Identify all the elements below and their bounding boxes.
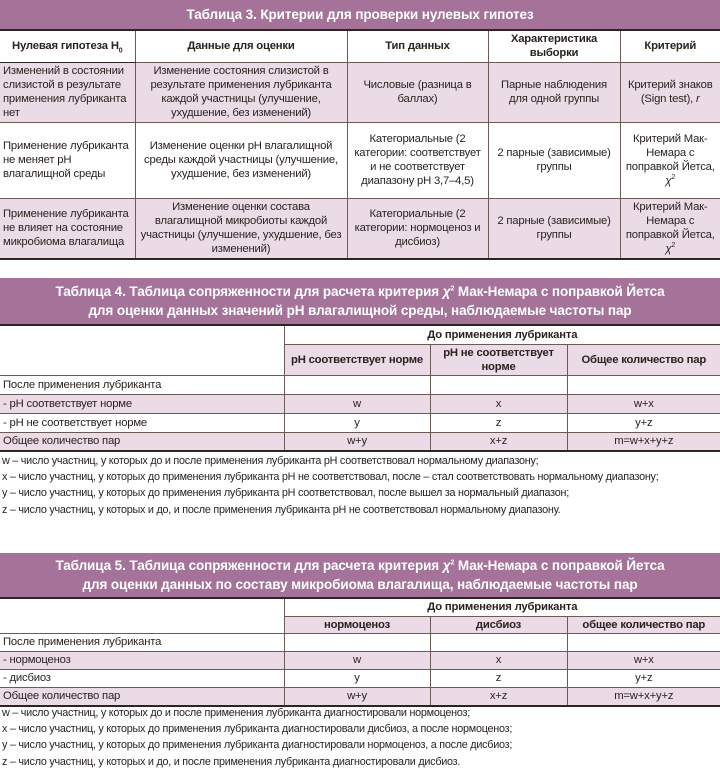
subscript: 0 (118, 47, 123, 55)
value-cell: x+z (430, 687, 567, 706)
superscript: 2 (671, 174, 676, 182)
table-row (0, 669, 720, 687)
table4-title-line2: для оценки данных значений pH влагалищной среды, наблюдаемые частоты пар (88, 303, 632, 318)
note-line: z – число участниц, у которых и до, и после применения лубриканта pH не соответствовал нормальному диапазону. (2, 503, 561, 516)
hypothesis-cell: Применение лубриканта не влияет на состояние микробиома влагалища (0, 198, 135, 259)
hypothesis-cell: Применение лубриканта не меняет pH влагалищной среды (0, 122, 135, 198)
table5 (0, 599, 720, 707)
note-line: y – число участниц, у которых до применения лубриканта диагностировали нормоценоз, а после дисбиоз; (2, 739, 513, 752)
table4-title (0, 278, 720, 326)
data-cell: Изменение оценки pH влагалищной среды каждой участницы (улучшение, ухудшение, без изменений) (135, 122, 347, 198)
superscript: 2 (450, 285, 455, 293)
hypothesis-cell: Изменений в состоянии слизистой в результате применения лубриканта нет (0, 62, 135, 122)
value-cell: y+z (567, 669, 720, 687)
note-line: w – число участниц, у которых до и после применения лубриканта pH соответствовал нормальному диапазону; (2, 455, 539, 467)
table3-header-hypothesis (0, 31, 135, 62)
table-row (0, 375, 720, 394)
row-label: После применения лубриканта (0, 633, 284, 651)
table3-title-text: Таблица 3. Критерии для проверки нулевых гипотез (186, 7, 534, 22)
header-text: Нулевая гипотеза H (12, 40, 119, 53)
value-cell: x+z (430, 432, 567, 451)
value-cell: x (430, 394, 567, 413)
table-row (0, 651, 720, 669)
value-cell (567, 633, 720, 651)
value-cell (567, 375, 720, 394)
criterion-symbol: r (696, 93, 700, 105)
row-label: - pH соответствует норме (0, 394, 284, 413)
superscript: 2 (671, 242, 676, 250)
table5-notes (2, 705, 718, 770)
table3-title (0, 0, 720, 31)
table-row (0, 432, 720, 451)
value-cell: w (284, 651, 430, 669)
note-line: z – число участниц, у которых и до, и после применения лубриканта диагностировали дисбиоз. (2, 755, 461, 768)
table5-title-line1 (0, 556, 720, 575)
criterion-cell (620, 62, 720, 122)
table4-title-line1 (0, 282, 720, 301)
value-cell: y (284, 413, 430, 432)
type-cell: Числовые (разница в баллах) (347, 62, 488, 122)
value-cell: z (430, 669, 567, 687)
value-cell (284, 375, 430, 394)
value-cell: y (284, 669, 430, 687)
table4-group-header-row (0, 326, 720, 344)
table-row (0, 633, 720, 651)
table-row (0, 122, 720, 198)
row-label: - pH не соответствует норме (0, 413, 284, 432)
type-cell: Категориальные (2 категории: нормоценоз и дисбиоз) (347, 198, 488, 259)
empty-corner-cell (0, 599, 284, 633)
table3-header-type: Тип данных (347, 31, 488, 62)
title-text: Таблица 5. Таблица сопряженности для расчета критерия (55, 558, 443, 573)
table5-group-header-row (0, 599, 720, 616)
value-cell: w+y (284, 687, 430, 706)
value-cell: w+x (567, 651, 720, 669)
row-label: - нормоценоз (0, 651, 284, 669)
chi-symbol: χ (442, 284, 451, 299)
table5-group-header: До применения лубриканта (284, 599, 720, 616)
data-cell: Изменение состояния слизистой в результате применения лубриканта каждой участницы (улучшение, ухудшение, без изменений) (135, 62, 347, 122)
col-header: дисбиоз (430, 616, 567, 633)
col-header: нормоценоз (284, 616, 430, 633)
note-line: y – число участниц, у которых до применения лубриканта pH соответствовал, после вышел за нормальный диапазон; (2, 487, 569, 500)
value-cell: y+z (567, 413, 720, 432)
table-row (0, 413, 720, 432)
row-label: - дисбиоз (0, 669, 284, 687)
note-line: x – число участниц, у которых до применения лубриканта диагностировали дисбиоз, а после нормоценоз; (2, 723, 513, 736)
row-label: Общее количество пар (0, 432, 284, 451)
value-cell: m=w+x+y+z (567, 687, 720, 706)
table3-header-criterion: Критерий (620, 31, 720, 62)
table3 (0, 31, 720, 260)
table-row (0, 394, 720, 413)
table4-group-header: До применения лубриканта (284, 326, 720, 344)
title-text: Таблица 4. Таблица сопряженности для расчета критерия (55, 284, 443, 299)
value-cell (430, 375, 567, 394)
value-cell (284, 633, 430, 651)
value-cell: w+x (567, 394, 720, 413)
criterion-cell (620, 122, 720, 198)
row-label: Общее количество пар (0, 687, 284, 706)
table5-title (0, 553, 720, 599)
table-row (0, 198, 720, 259)
criterion-symbol: χ (665, 175, 672, 187)
row-label: После применения лубриканта (0, 375, 284, 394)
chi-symbol: χ (442, 558, 451, 573)
note-line: x – число участниц, у которых до применения лубриканта pH не соответствовал, после – стал соответствовать нормальному диапазону; (2, 471, 659, 484)
empty-corner-cell (0, 326, 284, 375)
value-cell: x (430, 651, 567, 669)
value-cell (430, 633, 567, 651)
value-cell: w+y (284, 432, 430, 451)
table3-header-data: Данные для оценки (135, 31, 347, 62)
value-cell: w (284, 394, 430, 413)
sample-cell: Парные наблюдения для одной группы (488, 62, 620, 122)
title-text: Мак-Немара с поправкой Йетса (454, 558, 665, 573)
data-cell: Изменение оценки состава влагалищной микробиоты каждой участницы (улучшение, ухудшение, без изменений) (135, 198, 347, 259)
table-row (0, 62, 720, 122)
col-header: Общее количество пар (567, 344, 720, 375)
superscript: 2 (450, 559, 455, 567)
criterion-cell (620, 198, 720, 259)
sample-cell: 2 парные (зависимые) группы (488, 198, 620, 259)
table4 (0, 326, 720, 452)
table-row (0, 687, 720, 706)
col-header: общее количество пар (567, 616, 720, 633)
criterion-text: Критерий знаков (Sign test), (627, 79, 713, 105)
criterion-symbol: χ (665, 243, 672, 256)
col-header: pH не соответствует норме (430, 344, 567, 375)
note-line: w – число участниц, у которых до и после применения лубриканта диагностировали нормоценоз; (2, 707, 470, 719)
table3-header-row (0, 31, 720, 62)
value-cell: m=w+x+y+z (567, 432, 720, 451)
table4-notes (2, 453, 718, 518)
criterion-text: Критерий Мак-Немара с поправкой Йетса, (625, 133, 715, 173)
table3-header-sample: Характеристика выборки (488, 31, 620, 62)
sample-cell: 2 парные (зависимые) группы (488, 122, 620, 198)
title-text: Мак-Немара с поправкой Йетса (454, 284, 665, 299)
value-cell: z (430, 413, 567, 432)
col-header: pH соответствует норме (284, 344, 430, 375)
type-cell: Категориальные (2 категории: соответствует и не соответствует диапазону pH 3,7–4,5) (347, 122, 488, 198)
table5-title-line2: для оценки данных по составу микробиома влагалища, наблюдаемые частоты пар (82, 577, 638, 592)
criterion-text: Критерий Мак-Немара с поправкой Йетса, (625, 201, 715, 242)
